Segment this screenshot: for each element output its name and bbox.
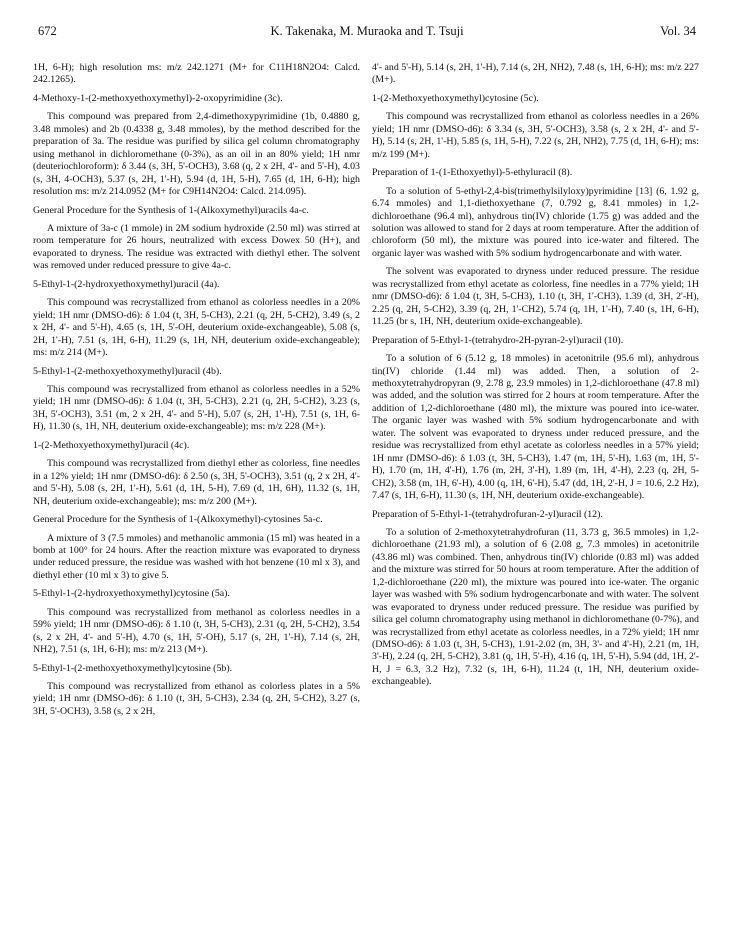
author-line: K. Takenaka, M. Muraoka and T. Tsuji: [270, 24, 464, 38]
section-heading: 5-Ethyl-1-(2-methoxyethoxymethyl)uracil (4b).: [33, 365, 222, 377]
paragraph: This compound was recrystallized from ethanol as colorless needles in a 20% yield; 1H nmr (DMSO-d6): δ 1.04 (t, 3H, 5-CH3), 2.21 (q, 2H, 5-CH2), 3.49 (s, 2 x 2H, 4'- and 5'-H), 4.65 (s, 1H, 5'-OH, deuterium oxide-exchangeable), 5.08 (s, 2H, 1'-H), 7.51 (s, 1H, 6-H), 11.29 (s, 1H, NH, deuterium oxide-exchangeable); ms: m/z 214 (M+).: [33, 297, 360, 359]
section-heading: 5-Ethyl-1-(2-hydroxyethoxymethyl)uracil (4a).: [33, 278, 220, 290]
paragraph: This compound was recrystallized from ethanol as colorless needles in a 26% yield; 1H nmr (DMSO-d6): δ 3.34 (s, 3H, 5'-OCH3), 3.58 (s, 2 x 2H, 4'- and 5'-H), 5.14 (s, 2H, 1'-H), 5.85 (s, 1H, 5-H), 7.22 (s, 2H, NH2), 7.75 (d, 1H, 6-H); ms: m/z 199 (M+).: [372, 111, 699, 160]
section-heading: Preparation of 5-Ethyl-1-(tetrahydro-2H-pyran-2-yl)uracil (10).: [372, 334, 624, 346]
paragraph: A mixture of 3 (7.5 mmoles) and methanolic ammonia (15 ml) was heated in a bomb at 100° for 24 hours. After the reaction mixture was evaporated to dryness under reduced pressure, the residue was washed with hot benzene (10 ml x 3), and diethyl ether (10 ml x 3) to give 5.: [33, 532, 360, 581]
section-heading: 1-(2-Methoxyethoxymethyl)uracil (4c).: [33, 439, 190, 451]
paragraph: This compound was prepared from 2,4-dimethoxypyrimidine (1b, 0.4880 g, 3.48 mmoles) and 2b (0.4338 g, 3.48 mmoles), by the method described for the preparation of 3a. The residue was purified by silica gel column chromatography using methanol in dichloromethane (0-3%), as an oil in an 80% yield; 1H nmr (deuteriochloroform): δ 3.44 (s, 3H, 5'-OCH3), 3.68 (q, 2 x 2H, 4'- and 5'-H), 4.03 (s, 3H, 4-OCH3), 5.37 (s, 2H, 1'-H), 5.94 (d, 1H, 5-H), 7.65 (d, 1H, 6-H); high resolution ms: m/z 214.0952 (M+ for C9H14N2O4: Calcd. 214.095).: [33, 111, 360, 198]
section-heading: 5-Ethyl-1-(2-hydroxyethoxymethyl)cytosine (5a).: [33, 588, 230, 600]
section-heading: 5-Ethyl-1-(2-methoxyethoxymethyl)cytosine (5b).: [33, 662, 233, 674]
paragraph: A mixture of 3a-c (1 mmole) in 2M sodium hydroxide (2.50 ml) was stirred at room temperature for 26 hours, neutralized with excess Dowex 50 (H+), and evaporated to dryness. The residue was extracted with diethyl ether. The solvent was removed under reduced pressure to give 4a-c.: [33, 222, 360, 272]
section-heading: General Procedure for the Synthesis of 1-(Alkoxymethyl)uracils 4a-c.: [33, 204, 309, 216]
volume-label: Vol. 34: [660, 24, 696, 38]
continued-text: 1H, 6-H); high resolution ms: m/z 242.1271 (M+ for C11H18N2O4: Calcd. 242.1265).: [33, 62, 360, 86]
section-heading: Preparation of 5-Ethyl-1-(tetrahydrofuran-2-yl)uracil (12).: [372, 508, 603, 520]
left-column: [33, 62, 360, 724]
page-number: 672: [38, 24, 57, 38]
paragraph: The solvent was evaporated to dryness under reduced pressure. The residue was recrystallized from ethyl acetate as colorless, fine needles in a 77% yield; 1H nmr (DMSO-d6): δ 1.04 (t, 3H, 5-CH3), 1.10 (t, 3H, 1'-CH3), 1.39 (d, 3H, 2'-H), 2.25 (q, 2H, 5-CH2), 3.39 (q, 2H, 1'-CH2), 5.74 (q, 1H, 1'-H), 7.40 (s, 1H, 6-H), 11.25 (br s, 1H, NH, deuterium oxide-exchangeable).: [372, 266, 699, 328]
section-heading: Preparation of 1-(1-Ethoxyethyl)-5-ethyluracil (8).: [372, 167, 573, 179]
section-heading: 4-Methoxy-1-(2-methoxyethoxymethyl)-2-oxopyrimidine (3c).: [33, 92, 283, 104]
paragraph: This compound was recrystallized from ethanol as colorless needles in a 52% yield; 1H nmr (DMSO-d6): δ 1.04 (t, 3H, 5-CH3), 2.21 (q, 2H, 5-CH2), 3.23 (s, 3H, 5'-OCH3), 3.51 (m, 2 x 2H, 4'- and 5'-H), 5.07 (s, 2H, 1'-H), 7.51 (s, 1H, 6-H), 11.30 (s, 1H, NH, deuterium oxide-exchangeable); ms: m/z 228 (M+).: [33, 383, 360, 433]
section-heading: 1-(2-Methoxyethoxymethyl)cytosine (5c).: [372, 92, 539, 104]
running-header: [38, 24, 696, 40]
paragraph: To a solution of 6 (5.12 g, 18 mmoles) in acetonitrile (95.6 ml), anhydrous tin(IV) chloride (1.44 ml) was added. Then, a solution of 2-methoxytetrahydropyran (9, 2.78 g, 23.9 mmoles) in 1,2-dichloroethane (47.8 ml) was added, and the solution was stirred for 2 hours at room temperature. After the addition of 1,2-dichloroethane (480 ml), the mixture was poured into ice-water. The organic layer was washed with 5% sodium hydrogencarbonate and with water. The solvent was evaporated to dryness under reduced pressure, and the residue was recrystallized from ethyl acetate as colorless needles in a 57% yield; 1H nmr (DMSO-d6): δ 1.03 (t, 3H, 5-CH3), 1.47 (m, 1H, 5'-H), 1.63 (m, 1H, 5'-H), 1.70 (m, 1H, 4'-H), 1.76 (m, 2H, 3'-H), 1.89 (m, 1H, 4'-H), 2.23 (q, 2H, 5-CH2), 3.58 (m, 1H, 6'-H), 4.00 (q, 1H, 6'-H), 5.47 (dd, 1H, 2'-H, J = 10.6, 2.2 Hz), 7.47 (s, 1H, 6-H), 11.30 (s, 1H, NH, deuterium oxide-exchangeable).: [372, 353, 699, 502]
paragraph: This compound was recrystallized from diethyl ether as colorless, fine needles in a 12% yield; 1H nmr (DMSO-d6): δ 2.50 (s, 3H, 5'-OCH3), 3.51 (q, 2 x 2H, 4'- and 5'-H), 5.08 (s, 2H, 1'-H), 5.61 (d, 1H, 5-H), 7.69 (d, 1H, 6H), 11.32 (s, 1H, NH, deuterium oxide-exchangeable); ms: m/z 200 (M+).: [33, 458, 360, 507]
right-column: [372, 62, 699, 695]
section-heading: General Procedure for the Synthesis of 1-(Alkoxymethyl)-cytosines 5a-c.: [33, 514, 323, 526]
paragraph: To a solution of 5-ethyl-2,4-bis(trimethylsilyloxy)pyrimidine [13] (6, 1.92 g, 6.74 mmoles) and 1,1-diethoxyethane (7, 0.792 g, 8.41 mmoles) in 1,2-dichloroethane (96.4 ml), anhydrous tin(IV) chloride (1.75 g) was added and the solution was allowed to stand for 2 days at room temperature. After the addition of chloroform (50 ml), the mixture was poured into ice-water and filtered. The organic layer was washed with 5% sodium hydrogencarbonate and with water.: [372, 185, 699, 259]
paragraph: This compound was recrystallized from ethanol as colorless plates in a 5% yield; 1H nmr (DMSO-d6): δ 1.10 (t, 3H, 5-CH3), 2.34 (q, 2H, 5-CH2), 3.27 (s, 3H, 5'-OCH3), 3.58 (s, 2 x 2H,: [33, 681, 360, 717]
continued-text: 4'- and 5'-H), 5.14 (s, 2H, 1'-H), 7.14 (s, 2H, NH2), 7.48 (s, 1H, 6-H); ms: m/z 227 (M+).: [372, 62, 699, 86]
paragraph: This compound was recrystallized from methanol as colorless needles in a 59% yield; 1H nmr (DMSO-d6): δ 1.10 (t, 3H, 5-CH3), 2.31 (q, 2H, 5-CH2), 3.54 (s, 2 x 2H, 4'- and 5'-H), 4.70 (s, 1H, 5'-OH), 5.17 (s, 2H, 1'-H), 7.14 (s, 2H, NH2), 7.51 (s, 1H, 6-H); ms: m/z 213 (M+).: [33, 606, 360, 656]
paragraph: To a solution of 2-methoxytetrahydrofuran (11, 3.73 g, 36.5 mmoles) in 1,2-dichloroethane (21.93 ml), a solution of 6 (2.08 g, 7.3 mmoles) in acetonitrile (43.86 ml) was combined. Then, anhydrous tin(IV) chloride (0.83 ml) was added and the mixture was stirred for 50 hours at room temperature. After the addition of 1,2-dichloroethane (220 ml), the mixture was poured into ice-water. The organic layer was washed with 5% sodium hydrogencarbonate and with water. The solvent was evaporated to dryness under reduced pressure. The residue was purified by silica gel column chromatography using methanol in dichloromethane (0-7%), and was recrystallized from ethyl acetate as colorless needles, in a 72% yield; 1H nmr (DMSO-d6): δ 1.03 (t, 3H, 5-CH3), 1.91-2.02 (m, 3H, 3'- and 4'-H), 2.21 (m, 1H, 3'-H), 2.24 (q, 2H, 5-CH2), 3.81 (q, 1H, 5'-H), 4.16 (q, 1H, 5'-H), 5.94 (dd, 1H, 2'-H, J = 6.3, 3.2 Hz), 7.32 (s, 1H, 6-H), 11.24 (t, 1H, NH, deuterium oxide-exchangeable).: [372, 526, 699, 688]
